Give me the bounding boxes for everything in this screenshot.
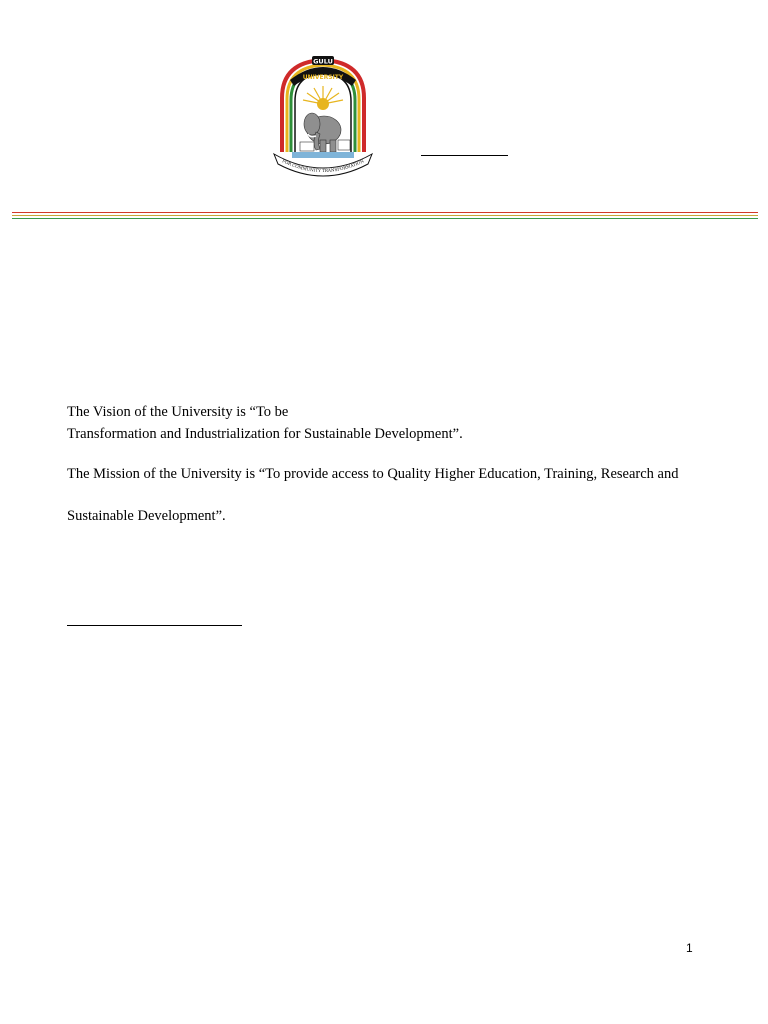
logo-motto-text: FOR COMMUNITY TRANSFORMATION	[281, 158, 365, 174]
logo-arch-text: UNIVERSITY	[302, 74, 344, 81]
mission-statement-line-1: The Mission of the University is “To provide access to Quality Higher Education, Training, Research and	[67, 466, 679, 482]
title-placeholder-line	[421, 155, 508, 156]
logo-top-text: GULU	[313, 57, 333, 66]
header-divider	[12, 212, 758, 219]
vision-statement-line-1: The Vision of the University is “To be	[67, 404, 289, 420]
mission-statement-line-2: Sustainable Development”.	[67, 508, 226, 524]
gulu-university-logo	[270, 52, 376, 178]
page-number: 1	[686, 941, 693, 955]
vision-statement-line-2: Transformation and Industrialization for Sustainable Development”.	[67, 426, 463, 442]
blank-heading-line	[67, 625, 242, 626]
